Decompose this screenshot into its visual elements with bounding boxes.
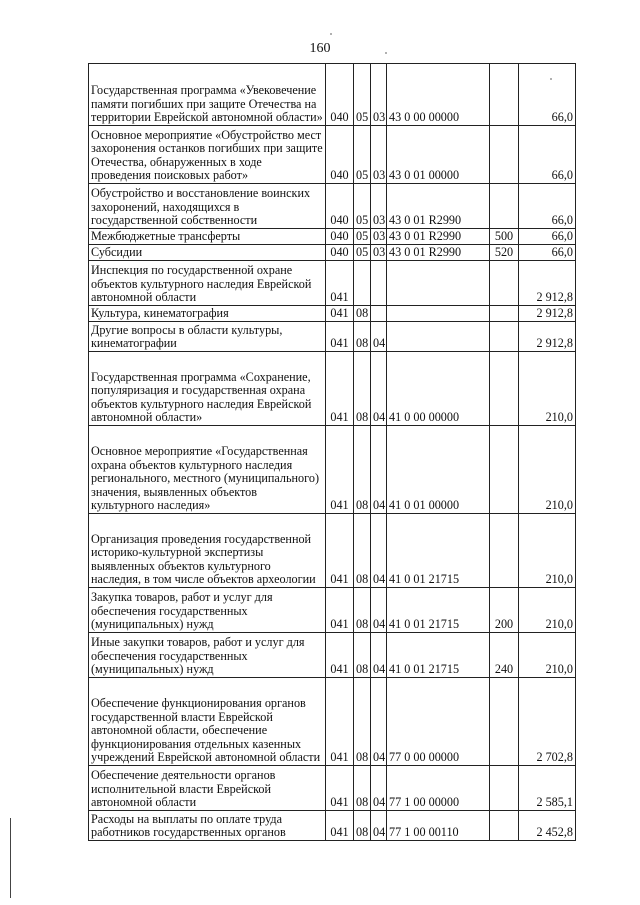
table-row <box>89 352 576 426</box>
row-subsection-code <box>371 261 387 306</box>
row-expense-type <box>490 64 519 126</box>
row-subsection-code: 03 <box>371 229 387 245</box>
row-sum: 2 912,8 <box>519 306 576 322</box>
table-row <box>89 766 576 811</box>
row-section-code: 08 <box>354 633 371 678</box>
row-section-code: 08 <box>354 766 371 811</box>
scan-margin-line <box>10 818 11 898</box>
row-target-code: 43 0 01 R2990 <box>387 229 490 245</box>
row-subsection-code: 03 <box>371 64 387 126</box>
table-row <box>89 64 576 126</box>
row-name: Расходы на выплаты по оплате труда работников государственных органов <box>89 811 326 841</box>
row-name: Другие вопросы в области культуры, кинематографии <box>89 322 326 352</box>
row-sum: 2 912,8 <box>519 261 576 306</box>
row-target-code <box>387 322 490 352</box>
row-admin-code: 041 <box>326 261 354 306</box>
row-expense-type <box>490 126 519 184</box>
row-target-code: 41 0 01 00000 <box>387 426 490 514</box>
row-sum: 2 452,8 <box>519 811 576 841</box>
row-sum: 210,0 <box>519 426 576 514</box>
row-section-code: 08 <box>354 426 371 514</box>
row-sum: 210,0 <box>519 514 576 588</box>
row-section-code: 08 <box>354 588 371 633</box>
row-section-code: 08 <box>354 678 371 766</box>
row-admin-code: 041 <box>326 766 354 811</box>
row-subsection-code: 04 <box>371 588 387 633</box>
row-name: Организация проведения государственной историко-культурной экспертизы выявленных объектов культурного наследия, в том числе объектов археологии <box>89 514 326 588</box>
row-admin-code: 040 <box>326 229 354 245</box>
row-section-code: 05 <box>354 126 371 184</box>
row-expense-type: 240 <box>490 633 519 678</box>
row-admin-code: 041 <box>326 322 354 352</box>
row-section-code: 08 <box>354 322 371 352</box>
row-sum: 2 585,1 <box>519 766 576 811</box>
row-name: Иные закупки товаров, работ и услуг для обеспечения государственных (муниципальных) нужд <box>89 633 326 678</box>
page-number: 160 <box>309 41 331 56</box>
row-name: Инспекция по государственной охране объектов культурного наследия Еврейской автономной области <box>89 261 326 306</box>
row-section-code <box>354 261 371 306</box>
row-name: Обустройство и восстановление воинских захоронений, находящихся в государственной собственности <box>89 184 326 229</box>
row-sum: 66,0 <box>519 184 576 229</box>
row-expense-type: 520 <box>490 245 519 261</box>
row-sum: 210,0 <box>519 588 576 633</box>
row-expense-type <box>490 306 519 322</box>
row-admin-code: 041 <box>326 426 354 514</box>
row-expense-type <box>490 184 519 229</box>
row-name: Основное мероприятие «Обустройство мест захоронения останков погибших при защите Отечества, обнаруженных в ходе проведения поисковых работ» <box>89 126 326 184</box>
row-subsection-code: 04 <box>371 766 387 811</box>
table-row <box>89 588 576 633</box>
row-expense-type <box>490 261 519 306</box>
table-row <box>89 184 576 229</box>
table-row <box>89 306 576 322</box>
row-target-code: 77 1 00 00110 <box>387 811 490 841</box>
row-subsection-code: 03 <box>371 126 387 184</box>
row-target-code: 43 0 00 00000 <box>387 64 490 126</box>
row-admin-code: 040 <box>326 64 354 126</box>
table-row <box>89 229 576 245</box>
row-target-code: 41 0 00 00000 <box>387 352 490 426</box>
row-subsection-code: 04 <box>371 678 387 766</box>
row-name: Обеспечение функционирования органов государственной власти Еврейской автономной области, обеспечение функционирования отдельных казенных учреждений Еврейской автономной области <box>89 678 326 766</box>
row-target-code <box>387 306 490 322</box>
row-target-code: 77 1 00 00000 <box>387 766 490 811</box>
row-target-code <box>387 261 490 306</box>
row-sum: 66,0 <box>519 126 576 184</box>
row-name: Закупка товаров, работ и услуг для обеспечения государственных (муниципальных) нужд <box>89 588 326 633</box>
row-subsection-code: 03 <box>371 245 387 261</box>
table-row <box>89 426 576 514</box>
row-expense-type <box>490 811 519 841</box>
row-expense-type <box>490 352 519 426</box>
row-admin-code: 040 <box>326 184 354 229</box>
row-subsection-code: 04 <box>371 514 387 588</box>
row-admin-code: 041 <box>326 588 354 633</box>
row-sum: 210,0 <box>519 633 576 678</box>
row-sum: 2 702,8 <box>519 678 576 766</box>
row-admin-code: 041 <box>326 514 354 588</box>
table-row <box>89 126 576 184</box>
row-target-code: 41 0 01 21715 <box>387 633 490 678</box>
scan-speck <box>550 78 552 80</box>
table-row <box>89 678 576 766</box>
table-row <box>89 514 576 588</box>
row-sum: 2 912,8 <box>519 322 576 352</box>
row-name: Основное мероприятие «Государственная охрана объектов культурного наследия регионального, местного (муниципального) значения, выявленных объектов культурного наследия» <box>89 426 326 514</box>
row-subsection-code: 03 <box>371 184 387 229</box>
row-expense-type: 200 <box>490 588 519 633</box>
budget-table <box>88 63 576 841</box>
row-name: Обеспечение деятельности органов исполнительной власти Еврейской автономной области <box>89 766 326 811</box>
row-subsection-code: 04 <box>371 426 387 514</box>
row-name: Межбюджетные трансферты <box>89 229 326 245</box>
table-row <box>89 261 576 306</box>
table-row <box>89 633 576 678</box>
table-row <box>89 322 576 352</box>
row-admin-code: 040 <box>326 126 354 184</box>
row-target-code: 77 0 00 00000 <box>387 678 490 766</box>
row-admin-code: 040 <box>326 245 354 261</box>
row-section-code: 05 <box>354 229 371 245</box>
row-section-code: 05 <box>354 64 371 126</box>
row-sum: 66,0 <box>519 229 576 245</box>
row-subsection-code: 04 <box>371 633 387 678</box>
row-admin-code: 041 <box>326 306 354 322</box>
row-sum: 210,0 <box>519 352 576 426</box>
row-sum: 66,0 <box>519 245 576 261</box>
row-expense-type <box>490 766 519 811</box>
row-target-code: 43 0 01 R2990 <box>387 245 490 261</box>
row-admin-code: 041 <box>326 633 354 678</box>
row-name: Культура, кинематография <box>89 306 326 322</box>
row-section-code: 05 <box>354 184 371 229</box>
row-target-code: 43 0 01 R2990 <box>387 184 490 229</box>
row-subsection-code: 04 <box>371 352 387 426</box>
row-target-code: 41 0 01 21715 <box>387 588 490 633</box>
row-section-code: 08 <box>354 352 371 426</box>
row-name: Государственная программа «Сохранение, популяризация и государственная охрана объектов культурного наследия Еврейской автономной области» <box>89 352 326 426</box>
row-expense-type <box>490 322 519 352</box>
row-expense-type <box>490 678 519 766</box>
row-admin-code: 041 <box>326 352 354 426</box>
row-admin-code: 041 <box>326 811 354 841</box>
table-row <box>89 811 576 841</box>
row-target-code: 41 0 01 21715 <box>387 514 490 588</box>
row-name: Государственная программа «Увековечение памяти погибших при защите Отечества на территории Еврейской автономной области» <box>89 64 326 126</box>
row-name: Субсидии <box>89 245 326 261</box>
row-sum: 66,0 <box>519 64 576 126</box>
row-expense-type <box>490 426 519 514</box>
row-expense-type <box>490 514 519 588</box>
scan-speck <box>385 52 387 54</box>
row-section-code: 05 <box>354 245 371 261</box>
row-section-code: 08 <box>354 811 371 841</box>
row-subsection-code: 04 <box>371 811 387 841</box>
scan-speck <box>330 33 332 35</box>
row-section-code: 08 <box>354 306 371 322</box>
table-row <box>89 245 576 261</box>
row-admin-code: 041 <box>326 678 354 766</box>
row-section-code: 08 <box>354 514 371 588</box>
row-target-code: 43 0 01 00000 <box>387 126 490 184</box>
row-subsection-code <box>371 306 387 322</box>
row-expense-type: 500 <box>490 229 519 245</box>
row-subsection-code: 04 <box>371 322 387 352</box>
